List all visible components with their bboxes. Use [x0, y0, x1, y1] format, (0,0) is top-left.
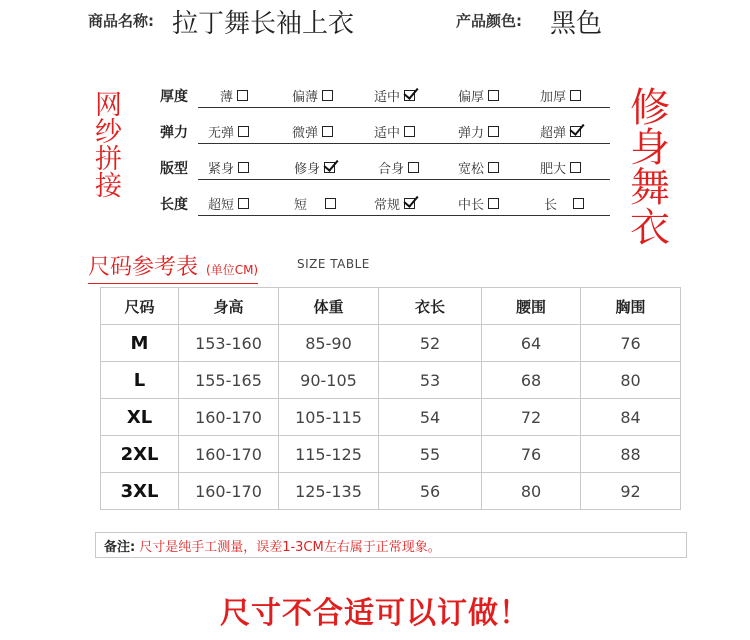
table-cell: 125-135 — [279, 473, 379, 510]
table-cell: 85-90 — [279, 325, 379, 362]
table-cell: 115-125 — [279, 436, 379, 473]
attribute-label: 厚度 — [160, 89, 188, 105]
checkbox-icon — [570, 162, 581, 173]
side-left-char: 纱 — [95, 117, 122, 148]
table-row — [101, 362, 681, 399]
table-cell: 76 — [482, 436, 581, 473]
table-cell: 55 — [379, 436, 482, 473]
attribute-row-elasticity — [160, 120, 610, 144]
table-cell: 88 — [581, 436, 681, 473]
side-left-char: 接 — [95, 171, 122, 202]
table-row — [101, 399, 681, 436]
table-cell: 56 — [379, 473, 482, 510]
table-cell: 53 — [379, 362, 482, 399]
size-section-heading — [88, 250, 258, 284]
option-super-stretch[interactable]: 超弹 — [540, 122, 581, 141]
checkbox-icon — [325, 198, 336, 209]
table-cell: 2XL — [101, 436, 179, 473]
option-thick[interactable]: 加厚 — [540, 86, 581, 105]
side-right-char: 身 — [630, 125, 670, 171]
row-underline — [198, 179, 610, 180]
size-table-title: 尺码参考表 — [88, 255, 199, 280]
checkbox-icon — [573, 198, 584, 209]
table-row — [101, 473, 681, 510]
note-box — [95, 532, 687, 558]
attribute-row-thickness — [160, 84, 610, 108]
table-cell: 90-105 — [279, 362, 379, 399]
checkbox-icon — [488, 90, 499, 101]
custom-order-banner: 尺寸不合适可以订做！ — [220, 596, 530, 631]
checked-checkbox-icon — [404, 198, 415, 209]
option-thin[interactable]: 薄 — [220, 86, 248, 105]
table-cell: 72 — [482, 399, 581, 436]
table-cell: 64 — [482, 325, 581, 362]
size-table — [100, 287, 681, 510]
option-no-stretch[interactable]: 无弹 — [208, 122, 249, 141]
checkbox-icon — [404, 126, 415, 137]
option-short[interactable]: 短 — [294, 194, 336, 213]
note-text: 尺寸是纯手工测量，误差1-3CM左右属于正常现象。 — [139, 539, 441, 555]
option-extra-short[interactable]: 超短 — [208, 194, 249, 213]
size-table-subtitle: SIZE TABLE — [297, 257, 370, 271]
column-header: 尺码 — [101, 288, 179, 325]
table-cell: 84 — [581, 399, 681, 436]
option-oversized[interactable]: 肥大 — [540, 158, 581, 177]
side-right-char: 修 — [630, 85, 670, 131]
table-cell: 3XL — [101, 473, 179, 510]
product-color-label: 产品颜色: — [456, 12, 522, 30]
attribute-row-fit — [160, 156, 610, 180]
option-regular-length[interactable]: 常规 — [374, 194, 415, 213]
table-header-row — [101, 288, 681, 325]
option-medium[interactable]: 适中 — [374, 86, 415, 105]
row-underline — [198, 143, 610, 144]
option-slim[interactable]: 修身 — [294, 158, 335, 177]
option-regular-fit[interactable]: 合身 — [378, 158, 419, 177]
table-cell: 160-170 — [179, 473, 279, 510]
size-table-unit: (单位CM) — [206, 263, 259, 277]
checkbox-icon — [408, 162, 419, 173]
checkbox-icon — [488, 162, 499, 173]
checked-checkbox-icon — [324, 162, 335, 173]
product-color-value: 黑色 — [550, 9, 603, 39]
column-header: 胸围 — [581, 288, 681, 325]
option-mid-length[interactable]: 中长 — [458, 194, 499, 213]
attribute-row-length — [160, 192, 610, 216]
column-header: 体重 — [279, 288, 379, 325]
table-cell: 105-115 — [279, 399, 379, 436]
table-cell: 153-160 — [179, 325, 279, 362]
option-tight[interactable]: 紧身 — [208, 158, 249, 177]
checkbox-icon — [570, 90, 581, 101]
option-slight-stretch[interactable]: 微弹 — [292, 122, 333, 141]
side-left-char: 网 — [95, 90, 122, 121]
table-cell: 54 — [379, 399, 482, 436]
table-cell: 155-165 — [179, 362, 279, 399]
checkbox-icon — [238, 198, 249, 209]
checkbox-icon — [238, 126, 249, 137]
table-cell: 80 — [581, 362, 681, 399]
table-row — [101, 436, 681, 473]
table-cell: 160-170 — [179, 436, 279, 473]
side-text-left — [95, 92, 122, 200]
checkbox-icon — [488, 126, 499, 137]
checkbox-icon — [237, 90, 248, 101]
attribute-label: 版型 — [160, 161, 188, 177]
option-loose[interactable]: 宽松 — [458, 158, 499, 177]
checkbox-icon — [322, 90, 333, 101]
product-name-value: 拉丁舞长袖上衣 — [172, 9, 355, 39]
attribute-label: 长度 — [160, 197, 188, 213]
column-header: 衣长 — [379, 288, 482, 325]
table-cell: 92 — [581, 473, 681, 510]
side-left-char: 拼 — [95, 144, 122, 175]
column-header: 腰围 — [482, 288, 581, 325]
table-cell: 80 — [482, 473, 581, 510]
side-right-char: 舞 — [630, 165, 670, 211]
table-cell: 68 — [482, 362, 581, 399]
checkbox-icon — [238, 162, 249, 173]
row-underline — [198, 215, 610, 216]
attribute-label: 弹力 — [160, 125, 188, 141]
row-underline — [198, 107, 610, 108]
checked-checkbox-icon — [404, 90, 415, 101]
table-cell: L — [101, 362, 179, 399]
table-cell: 52 — [379, 325, 482, 362]
option-stretch[interactable]: 弹力 — [458, 122, 499, 141]
checkbox-icon — [488, 198, 499, 209]
table-row — [101, 325, 681, 362]
option-slightly-thin[interactable]: 偏薄 — [292, 86, 333, 105]
table-cell: XL — [101, 399, 179, 436]
table-cell: 160-170 — [179, 399, 279, 436]
checked-checkbox-icon — [570, 126, 581, 137]
option-long[interactable]: 长 — [544, 194, 584, 213]
option-medium-stretch[interactable]: 适中 — [374, 122, 415, 141]
note-label: 备注: — [104, 539, 136, 555]
side-right-char: 衣 — [630, 205, 670, 251]
checkbox-icon — [322, 126, 333, 137]
table-cell: M — [101, 325, 179, 362]
table-cell: 76 — [581, 325, 681, 362]
product-name-label: 商品名称: — [88, 12, 154, 30]
column-header: 身高 — [179, 288, 279, 325]
side-text-right — [630, 85, 670, 251]
option-slightly-thick[interactable]: 偏厚 — [458, 86, 499, 105]
